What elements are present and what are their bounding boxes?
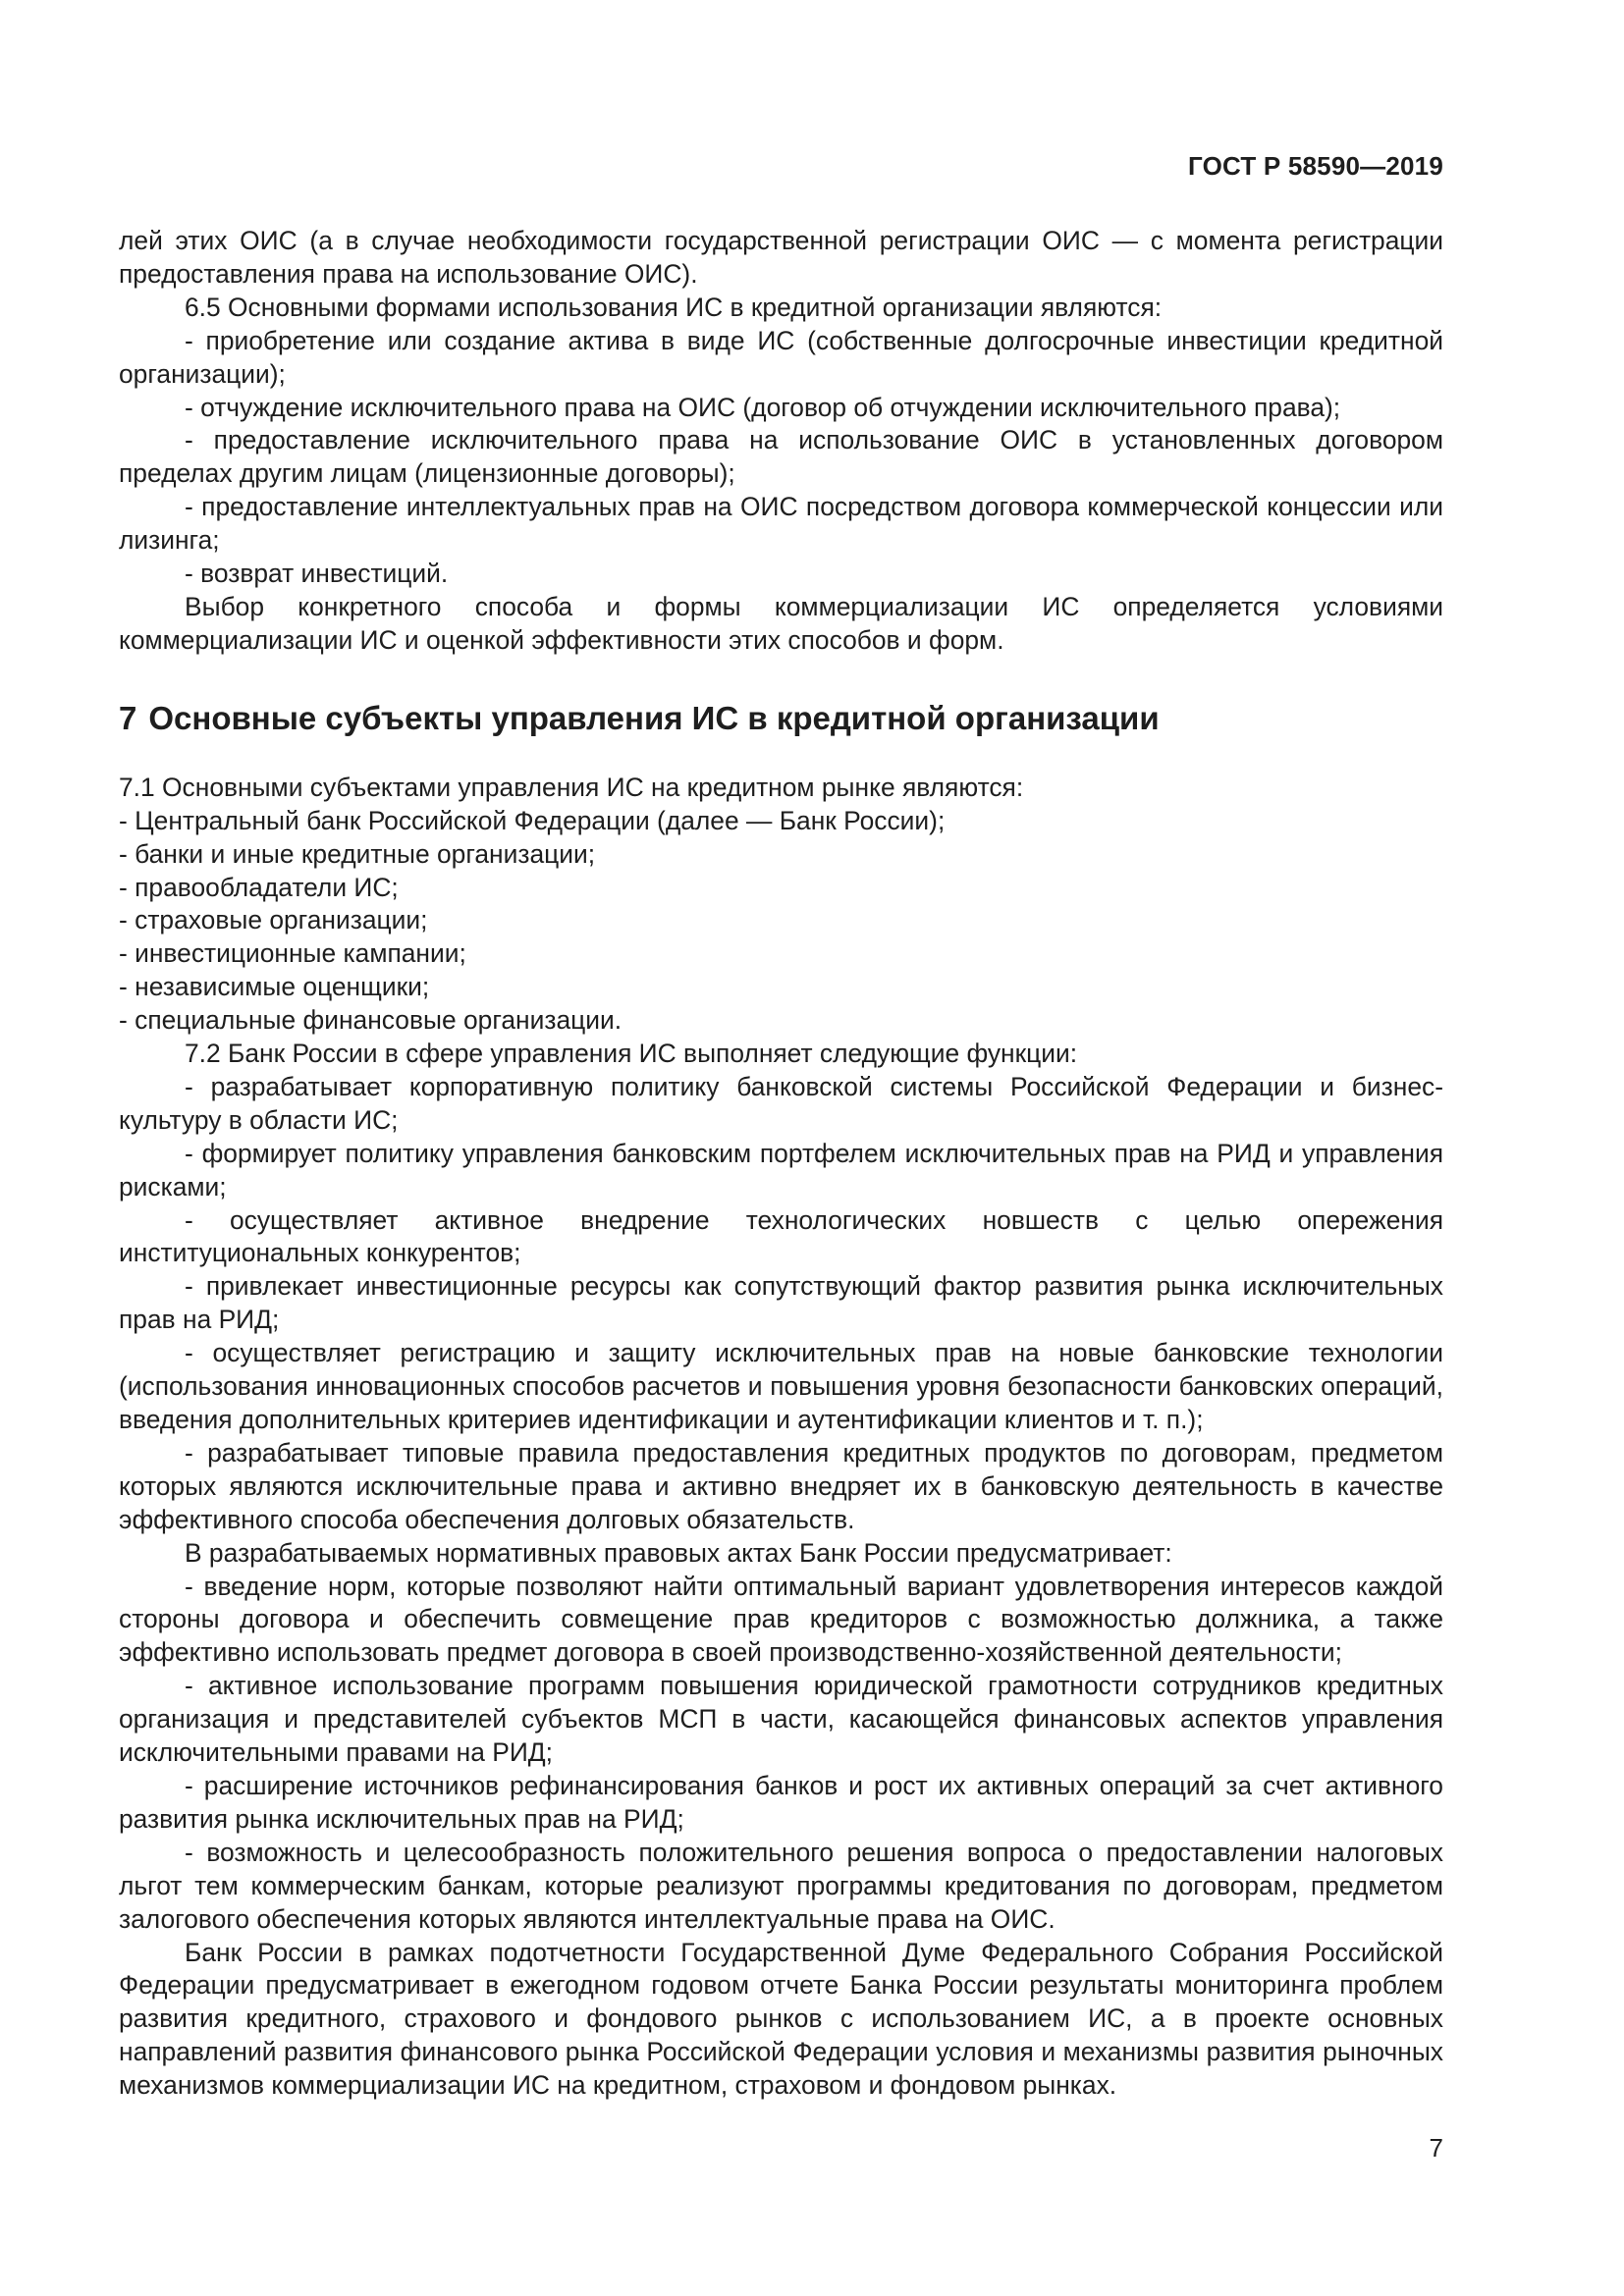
list-item: - предоставление интеллектуальных прав на ОИС посредством договора коммерческой концессии или лизинга; [119, 492, 1443, 556]
paragraph-continuation: лей этих ОИС (а в случае необходимости государственной регистрации ОИС — с момента регистрации предоставления права на использование ОИС). [119, 226, 1443, 289]
paragraph: Выбор конкретного способа и формы коммерциализации ИС определяется условиями коммерциализации ИС и оценкой эффективности этих способов и форм. [119, 591, 1443, 655]
list-item: - возможность и целесообразность положительного решения вопроса о предоставлении налоговых льгот тем коммерческим банкам, которые реализуют программы кредитования по договорам, предметом залогового обеспечения которых являются интеллектуальные права на ОИС. [119, 1837, 1443, 1934]
list-item: - специальные финансовые организации. [119, 1005, 623, 1036]
list-item: - возврат инвестиций. [185, 559, 449, 589]
list-item: - разрабатывает типовые правила предоставления кредитных продуктов по договорам, предметом которых являются исключительные права и активно внедряет их в банковскую деятельность в качестве эффективного способа обеспечения долговых обязательств. [119, 1437, 1443, 1534]
paragraph: В разрабатываемых нормативных правовых актах Банк России предусматривает: [185, 1537, 1172, 1568]
list-item: - независимые оценщики; [119, 972, 430, 1002]
list-item: - осуществляет активное внедрение технологических новшеств с целью опережения институциональных конкурентов; [119, 1204, 1443, 1268]
list-item: - активное использование программ повышения юридической грамотности сотрудников кредитных организация и представителей субъектов МСП в части, касающейся финансовых аспектов управления исключительными правами на РИД; [119, 1671, 1443, 1768]
section-number: 7 [119, 699, 137, 736]
list-item: - разрабатывает корпоративную политику банковской системы Российской Федерации и бизнес-культуру в области ИС; [119, 1071, 1443, 1135]
list-item: - привлекает инвестиционные ресурсы как сопутствующий фактор развития рынка исключительных прав на РИД; [119, 1271, 1443, 1335]
clause-6-5: 6.5 Основными формами использования ИС в кредитной организации являются: [185, 292, 1163, 322]
list-item: - Центральный банк Российской Федерации (далее — Банк России); [119, 805, 946, 835]
list-item: - инвестиционные кампании; [119, 938, 466, 969]
list-item: - страховые организации; [119, 905, 428, 935]
list-item: - предоставление исключительного права на использование ОИС в установленных договором пределах другим лицам (лицензионные договоры); [119, 425, 1443, 489]
list-item: - правообладатели ИС; [119, 872, 399, 902]
clause-7-2: 7.2 Банк России в сфере управления ИС выполняет следующие функции: [185, 1039, 1078, 1069]
document-body [119, 225, 1443, 2103]
list-item: - банки и иные кредитные организации; [119, 838, 596, 869]
clause-7-1: 7.1 Основными субъектами управления ИС на кредитном рынке являются: [119, 772, 1024, 802]
section-title-text: Основные субъекты управления ИС в кредитной организации [148, 699, 1160, 736]
list-item: - приобретение или создание актива в виде ИС (собственные долгосрочные инвестиции кредитной организации); [119, 325, 1443, 389]
section-heading [119, 699, 1443, 738]
list-item: - расширение источников рефинансирования банков и рост их активных операций за счет активного развития рынка исключительных прав на РИД; [119, 1770, 1443, 1834]
list-item: - формирует политику управления банковским портфелем исключительных прав на РИД и управления рисками; [119, 1138, 1443, 1201]
document-code-header: ГОСТ Р 58590—2019 [1188, 151, 1443, 181]
paragraph: Банк России в рамках подотчетности Государственной Думе Федерального Собрания Российской Федерации предусматривает в ежегодном годовом отчете Банка России результаты мониторинга проблем развития кредитного, страхового и фондового рынков с использованием ИС, а в проекте основных направлений развития финансового рынка Российской Федерации условия и механизмы развития рыночных механизмов коммерциализации ИС на кредитном, страховом и фондовом рынках. [119, 1937, 1443, 2101]
page-number: 7 [1429, 2133, 1443, 2163]
list-item: - отчуждение исключительного права на ОИС (договор об отчуждении исключительного права); [185, 392, 1341, 422]
list-item: - осуществляет регистрацию и защиту исключительных прав на новые банковские технологии (использования инновационных способов расчетов и повышения уровня безопасности банковских операций, введения дополнительных критериев идентификации и аутентификации клиентов и т. п.); [119, 1338, 1443, 1434]
list-item: - введение норм, которые позволяют найти оптимальный вариант удовлетворения интересов каждой стороны договора и обеспечить совмещение прав кредиторов с возможностью должника, а также эффективно использовать предмет договора в своей производственно-хозяйственной деятельности; [119, 1571, 1443, 1668]
